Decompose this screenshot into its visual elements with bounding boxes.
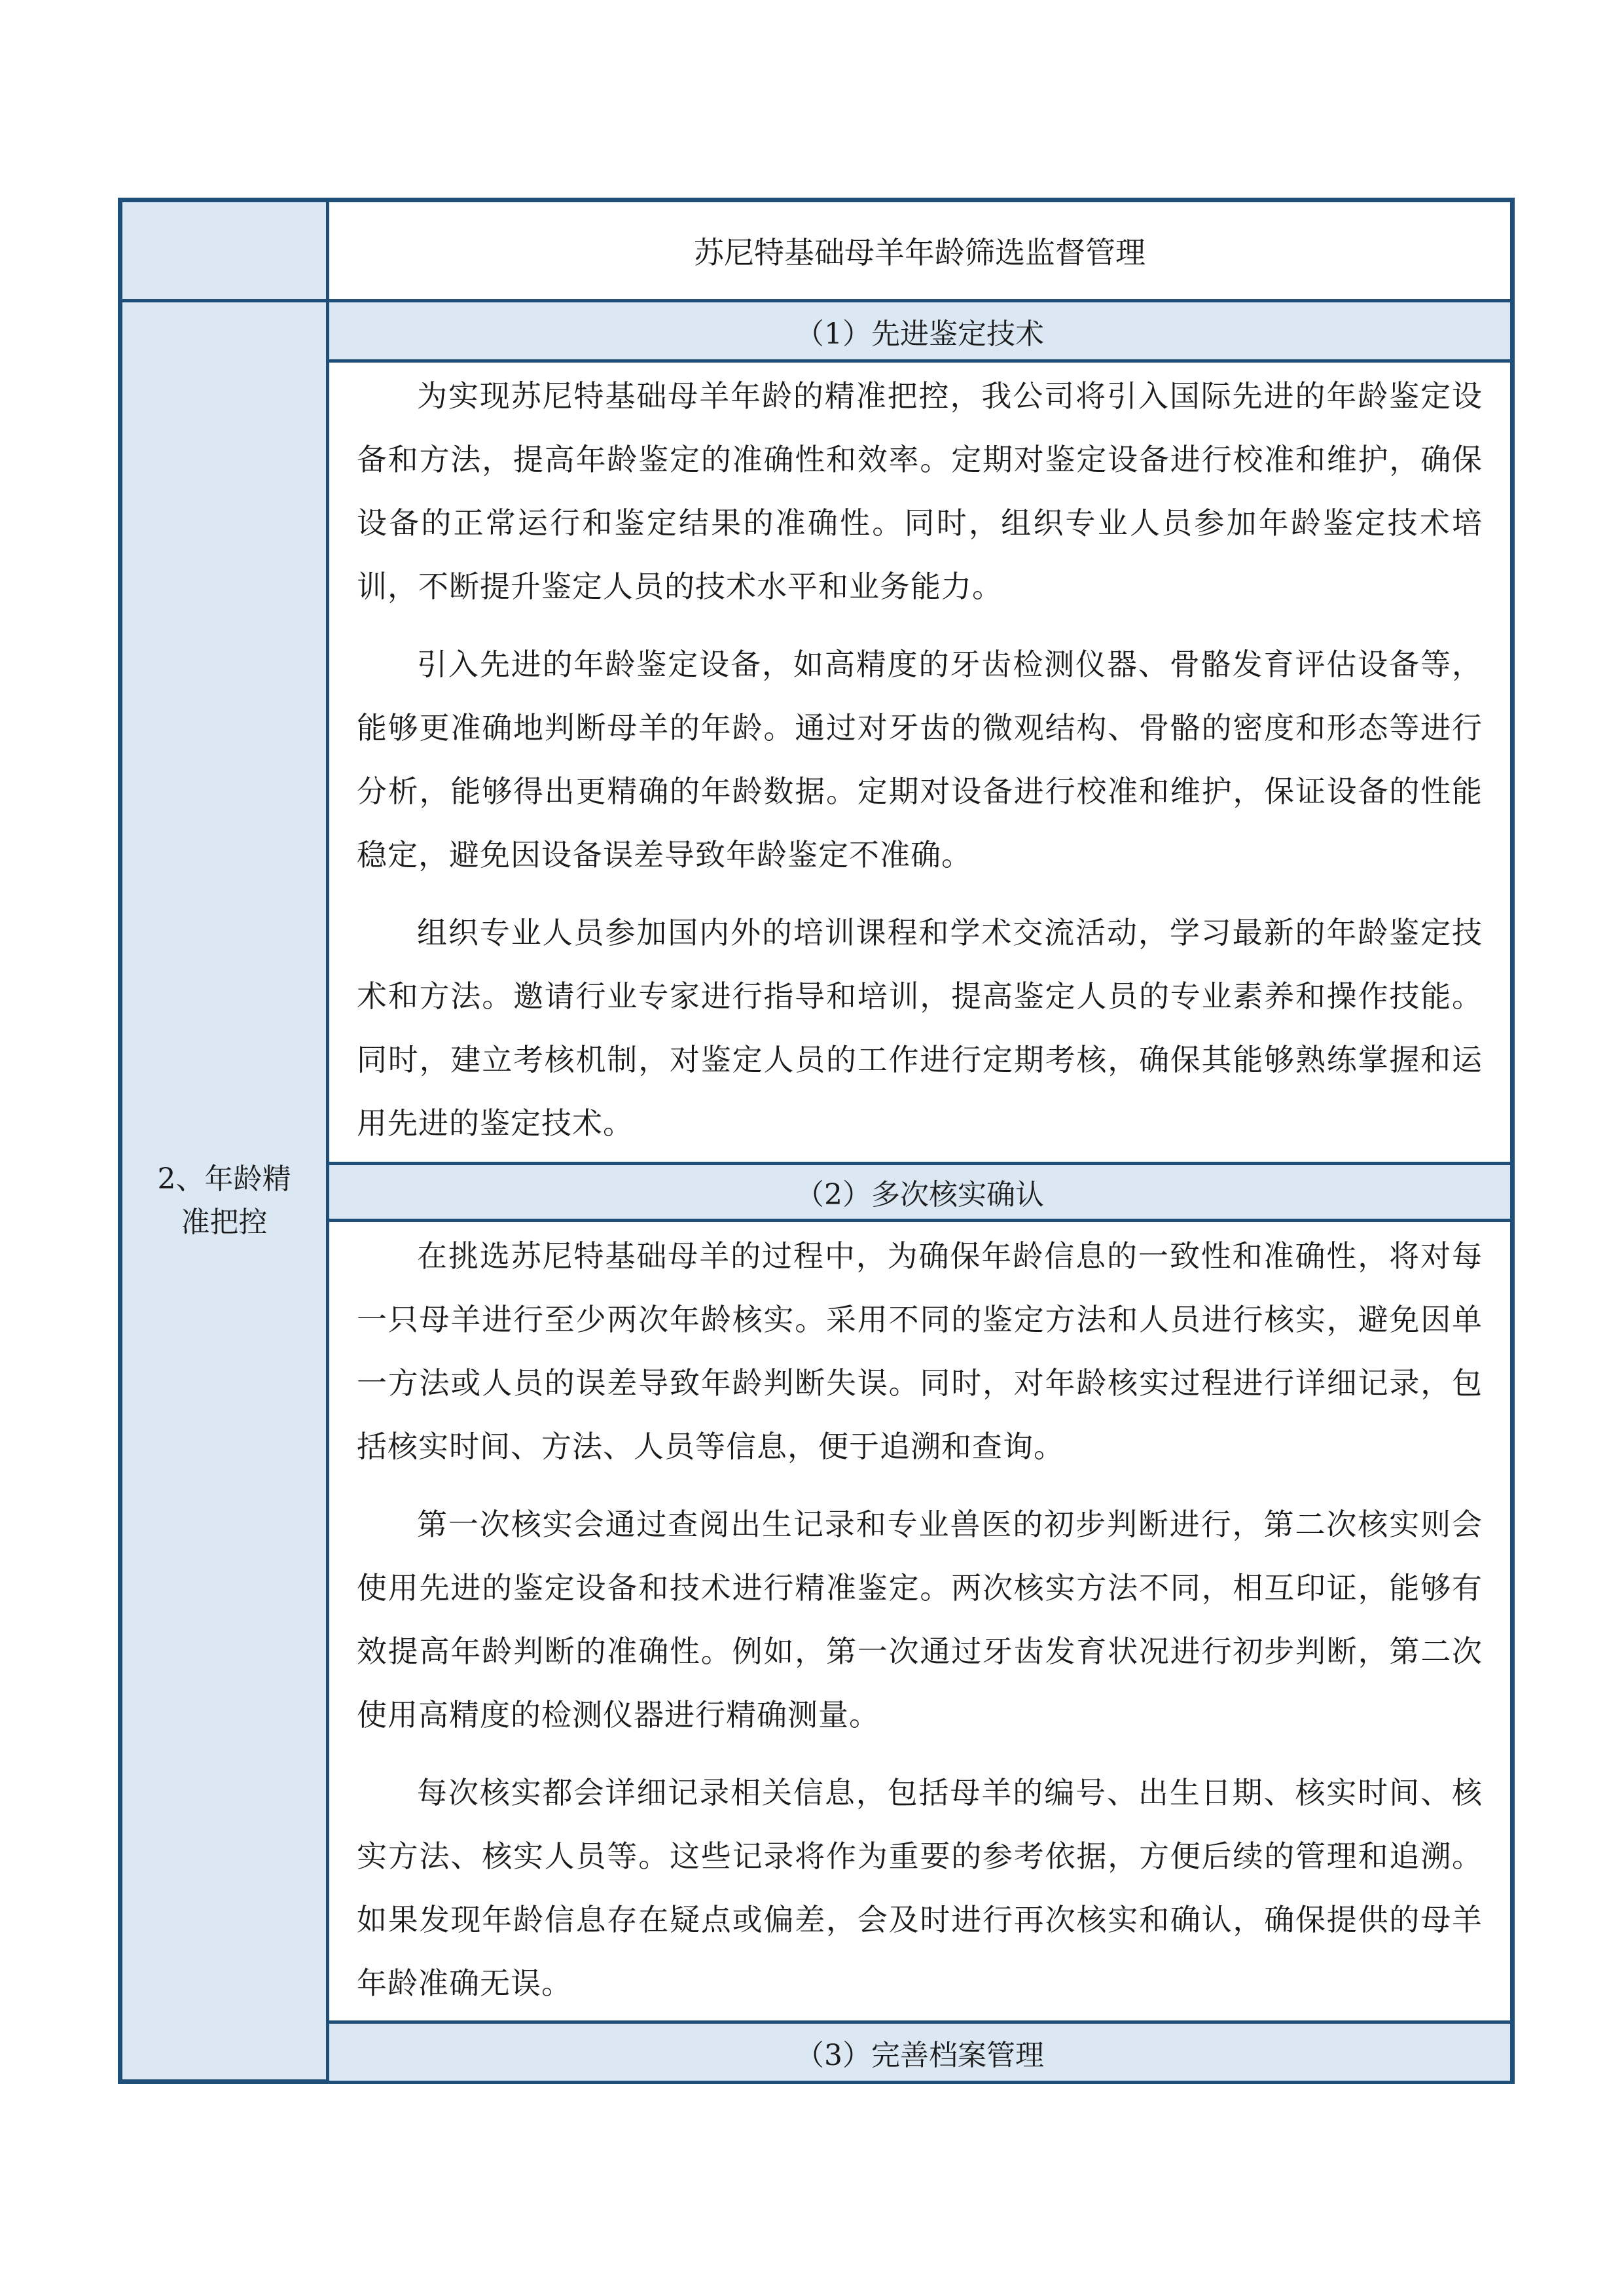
section-heading-1: （1）先进鉴定技术 <box>329 302 1510 363</box>
paragraph: 为实现苏尼特基础母羊年龄的精准把控，我公司将引入国际先进的年龄鉴定设备和方法，提高年龄鉴定的准确性和效率。定期对鉴定设备进行校准和维护，确保设备的正常运行和鉴定结果的准确性。同时，组织专业人员参加年龄鉴定技术培训，不断提升鉴定人员的技术水平和业务能力。 <box>357 378 1483 604</box>
table-title: 苏尼特基础母羊年龄筛选监督管理 <box>329 202 1510 302</box>
left-category-column <box>122 202 329 2079</box>
category-label-line1: 2、年龄精 <box>157 1162 291 1196</box>
paragraph: 组织专业人员参加国内外的培训课程和学术交流活动，学习最新的年龄鉴定技术和方法。邀请行业专家进行指导和培训，提高鉴定人员的专业素养和操作技能。同时，建立考核机制，对鉴定人员的工作进行定期考核，确保其能够熟练掌握和运用先进的鉴定技术。 <box>357 915 1483 1141</box>
category-label-line2: 准把控 <box>181 1206 268 1239</box>
paragraph: 第一次核实会通过查阅出生记录和专业兽医的初步判断进行，第二次核实则会使用先进的鉴定设备和技术进行精准鉴定。两次核实方法不同，相互印证，能够有效提高年龄判断的准确性。例如，第一次通过牙齿发育状况进行初步判断，第二次使用高精度的检测仪器进行精确测量。 <box>357 1507 1483 1732</box>
paragraph: 每次核实都会详细记录相关信息，包括母羊的编号、出生日期、核实时间、核实方法、核实人员等。这些记录将作为重要的参考依据，方便后续的管理和追溯。如果发现年龄信息存在疑点或偏差，会及时进行再次核实和确认，确保提供的母羊年龄准确无误。 <box>357 1775 1483 2001</box>
paragraph: 在挑选苏尼特基础母羊的过程中，为确保年龄信息的一致性和准确性，将对每一只母羊进行至少两次年龄核实。采用不同的鉴定方法和人员进行核实，避免因单一方法或人员的误差导致年龄判断失误。同时，对年龄核实过程进行详细记录，包括核实时间、方法、人员等信息，便于追溯和查询。 <box>357 1238 1483 1464</box>
left-header-cell <box>122 202 326 302</box>
section-body-1 <box>329 365 1510 1170</box>
category-label <box>122 1158 326 1244</box>
section-body-2 <box>329 1225 1510 2030</box>
section-heading-2: （2）多次核实确认 <box>329 1162 1510 1222</box>
section-heading-3: （3）完善档案管理 <box>329 2020 1510 2081</box>
paragraph: 引入先进的年龄鉴定设备，如高精度的牙齿检测仪器、骨骼发育评估设备等，能够更准确地判断母羊的年龄。通过对牙齿的微观结构、骨骼的密度和形态等进行分析，能够得出更精确的年龄数据。定期对设备进行校准和维护，保证设备的性能稳定，避免因设备误差导致年龄鉴定不准确。 <box>357 647 1483 872</box>
right-content-column <box>329 202 1510 2079</box>
document-table <box>118 198 1515 2084</box>
